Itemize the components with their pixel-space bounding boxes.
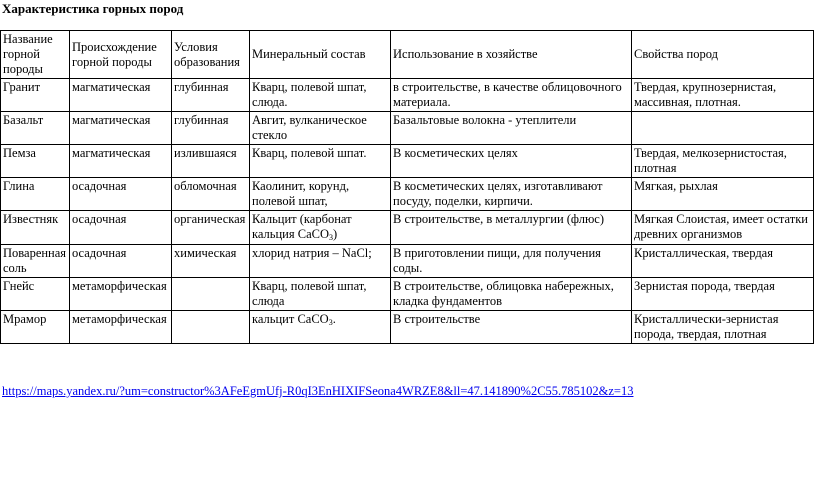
cell-usage: В приготовлении пищи, для получения соды. <box>391 245 632 278</box>
cell-usage: Базальтовые волокна - утеплители <box>391 112 632 145</box>
cell-origin: магматическая <box>70 79 172 112</box>
cell-usage: В косметических целях, изготавливают посуду, поделки, кирпичи. <box>391 178 632 211</box>
cell-properties: Кристаллическая, твердая <box>632 245 814 278</box>
cell-composition: хлорид натрия – NaCl; <box>250 245 391 278</box>
cell-formation <box>172 311 250 344</box>
cell-composition: Кварц, полевой шпат. <box>250 145 391 178</box>
cell-properties: Зернистая порода, твердая <box>632 278 814 311</box>
table-row <box>1 112 814 145</box>
cell-composition: Авгит, вулканическое стекло <box>250 112 391 145</box>
cell-rock-name: Глина <box>1 178 70 211</box>
rocks-table <box>0 30 814 344</box>
cell-origin: осадочная <box>70 245 172 278</box>
cell-properties: Твердая, крупнозернистая, массивная, плотная. <box>632 79 814 112</box>
header-properties: Свойства пород <box>632 31 814 79</box>
cell-formation: химическая <box>172 245 250 278</box>
header-usage: Использование в хозяйстве <box>391 31 632 79</box>
composition-text: Кальцит (карбонат кальция CaCO3) <box>252 212 352 242</box>
cell-composition: Кварц, полевой шпат, слюда <box>250 278 391 311</box>
subscript: 3 <box>328 318 333 327</box>
table-row <box>1 245 814 278</box>
table-header-row <box>1 31 814 79</box>
header-origin: Происхождение горной породы <box>70 31 172 79</box>
table-row <box>1 278 814 311</box>
cell-origin: магматическая <box>70 112 172 145</box>
cell-properties: Мягкая Слоистая, имеет остатки древних организмов <box>632 211 814 245</box>
subscript: 3 <box>329 233 333 242</box>
cell-rock-name: Гнейс <box>1 278 70 311</box>
yandex-map-link[interactable]: https://maps.yandex.ru/?um=constructor%3AFeEgmUfj-R0qI3EnHIXIFSeona4WRZE8&ll=47.141890%2C55.785102&z=13 <box>2 384 634 398</box>
cell-formation: органическая <box>172 211 250 245</box>
cell-formation <box>172 278 250 311</box>
table-row <box>1 211 814 245</box>
cell-usage: В косметических целях <box>391 145 632 178</box>
header-formation: Условия образования <box>172 31 250 79</box>
cell-formation: излившаяся <box>172 145 250 178</box>
header-rock-name: Название горной породы <box>1 31 70 79</box>
cell-composition <box>250 211 391 245</box>
cell-origin: осадочная <box>70 211 172 245</box>
cell-usage: в строительстве, в качестве облицовочного материала. <box>391 79 632 112</box>
cell-composition: Каолинит, корунд, полевой шпат, <box>250 178 391 211</box>
cell-rock-name: Известняк <box>1 211 70 245</box>
cell-properties <box>632 112 814 145</box>
cell-rock-name: Поваренная соль <box>1 245 70 278</box>
table-row <box>1 178 814 211</box>
cell-properties: Мягкая, рыхлая <box>632 178 814 211</box>
table-row <box>1 311 814 344</box>
composition-text: кальцит CaCO3. <box>252 312 336 327</box>
document-title: Характеристика горных пород <box>2 1 184 16</box>
cell-rock-name: Гранит <box>1 79 70 112</box>
cell-origin: метаморфическая <box>70 278 172 311</box>
cell-rock-name: Базальт <box>1 112 70 145</box>
table-row <box>1 79 814 112</box>
table-row <box>1 145 814 178</box>
cell-origin: осадочная <box>70 178 172 211</box>
cell-composition: Кварц, полевой шпат, слюда. <box>250 79 391 112</box>
cell-composition <box>250 311 391 344</box>
cell-formation: глубинная <box>172 79 250 112</box>
cell-origin: метаморфическая <box>70 311 172 344</box>
cell-usage: В строительстве, в металлургии (флюс) <box>391 211 632 245</box>
cell-origin: магматическая <box>70 145 172 178</box>
cell-formation: глубинная <box>172 112 250 145</box>
cell-formation: обломочная <box>172 178 250 211</box>
cell-rock-name: Пемза <box>1 145 70 178</box>
cell-usage: В строительстве, облицовка набережных, кладка фундаментов <box>391 278 632 311</box>
header-composition: Минеральный состав <box>250 31 391 79</box>
cell-rock-name: Мрамор <box>1 311 70 344</box>
cell-properties: Твердая, мелкозернистостая, плотная <box>632 145 814 178</box>
cell-usage: В строительстве <box>391 311 632 344</box>
cell-properties: Кристаллически-зернистая порода, твердая, плотная <box>632 311 814 344</box>
